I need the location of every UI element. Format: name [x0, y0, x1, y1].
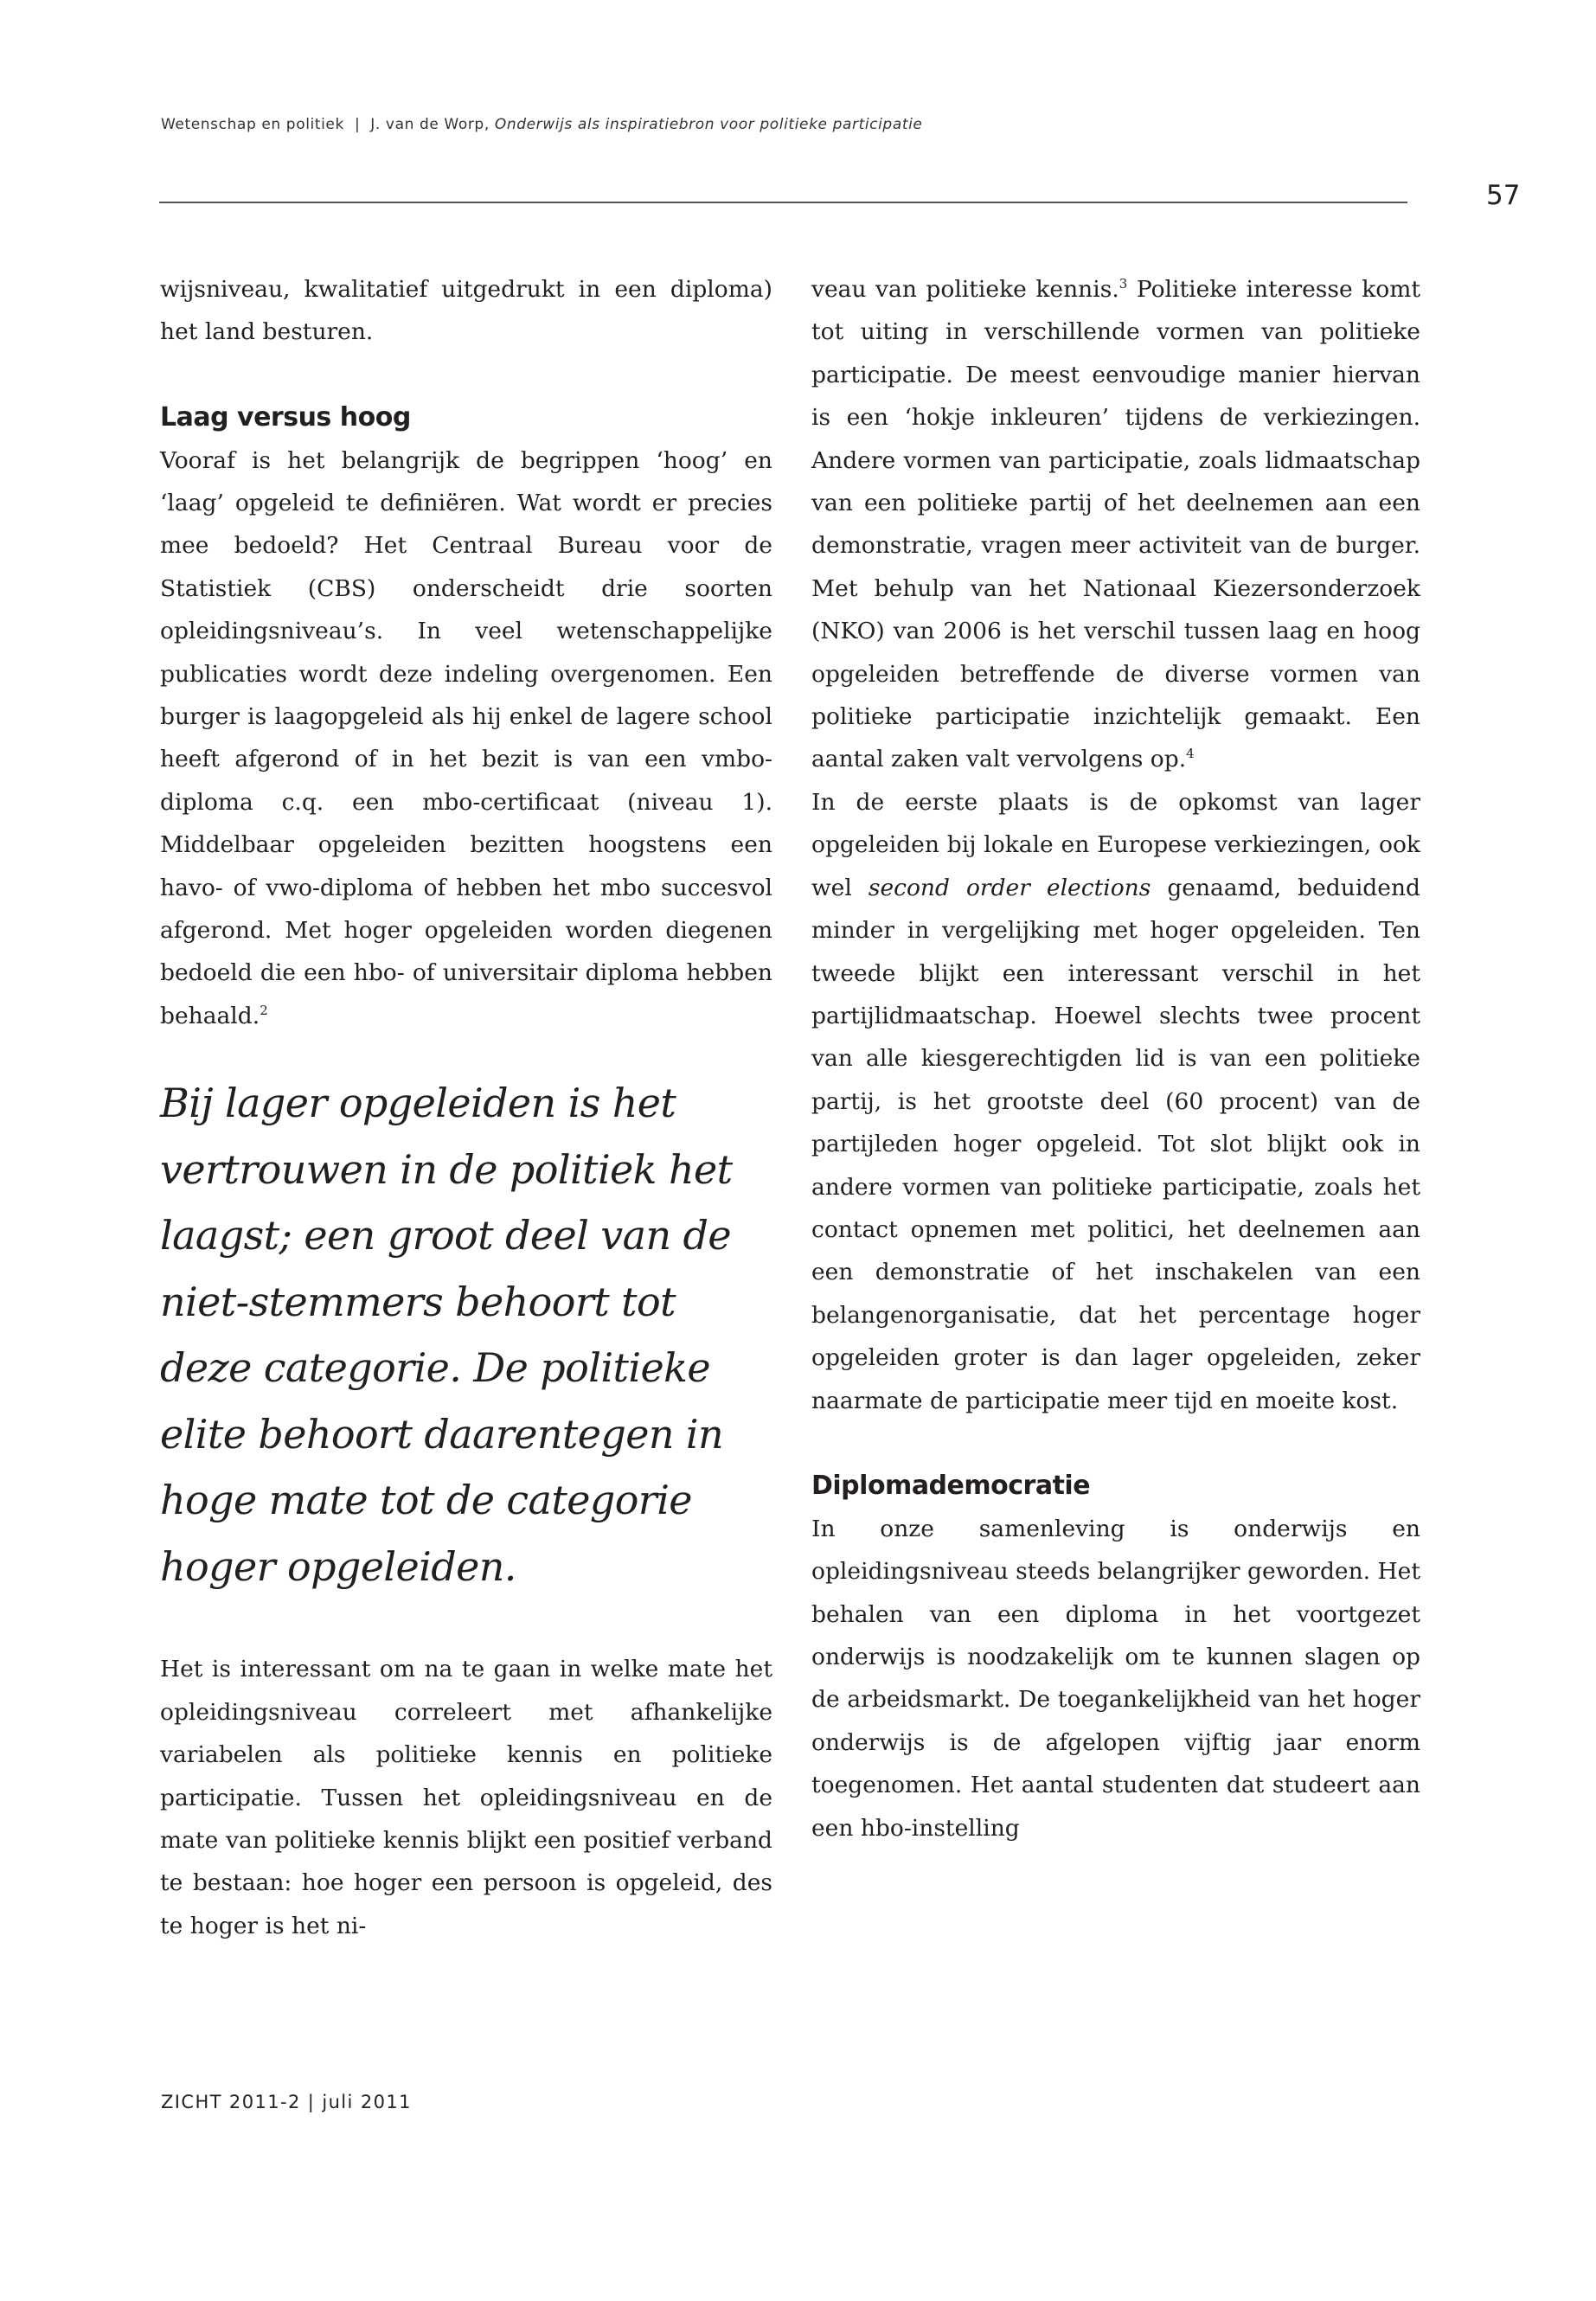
paragraph-text: genaamd, beduidend minder in vergelijking met hoger opgeleiden. Ten tweede blijkt een interessant verschil in het partijlidmaatschap. Hoewel slechts twee procent van alle kiesgerechtigden lid is van een politieke partij, is het grootste deel (60 procent) van de partijleden hoger opgeleid. Tot slot blijkt ook in andere vormen van politieke participatie, zoals het contact opnemen met politici, het deelnemen aan een demonstratie of het inschakelen van een belangenorganisatie, dat het percentage hoger opgeleiden groter is dan lager opgeleiden, zeker naarmate de participatie meer tijd en moeite kost. — [811, 874, 1420, 1414]
italic-term: second order elections — [868, 874, 1151, 901]
paragraph-text: veau van politieke kennis. — [811, 276, 1119, 303]
paragraph-text: In de eerste plaats is de opkomst van lager opgeleiden bij lokale en Europese verkiezingen, ook wel — [811, 788, 1420, 901]
spacer — [160, 1599, 772, 1648]
header-author: J. van de Worp, — [370, 116, 490, 133]
heading-laag-versus-hoog: Laag versus hoog — [160, 402, 411, 433]
paragraph-definitions — [160, 439, 772, 1038]
footnote-ref-3: 3 — [1118, 276, 1128, 292]
paragraph-political-interest — [811, 268, 1420, 781]
footnote-ref-4: 4 — [1186, 746, 1195, 762]
spacer — [160, 354, 772, 396]
pull-quote: Bij lager opgeleiden is het vertrouwen in de politiek het laagst; een groot deel van de niet-stemmers behoort tot deze categorie. De politieke elite behoort daarentegen in hoge mate tot de categorie hoger opgeleiden. — [160, 1080, 733, 1590]
paragraph-text: Politieke interesse komt tot uiting in verschillende vormen van politieke participatie. De meest eenvoudige manier hiervan is een ‘hokje inkleuren’ tijdens de verkiezingen. Andere vormen van participatie, zoals lidmaatschap van een politieke partij of het deelnemen aan een demonstratie, vragen meer activiteit van de burger. Met behulp van het Nationaal Kiezersonderzoek (NKO) van 2006 is het verschil tussen laag en hoog opgeleiden betreffende de diverse vormen van politieke participatie inzichtelijk gemaakt. Een aantal zaken valt vervolgens op. — [811, 276, 1420, 773]
paragraph-society: In onze samenleving is onderwijs en opleidingsniveau steeds belangrijker geworden. Het behalen van een diploma in het voortgezet onderwijs is noodzakelijk om te kunnen slagen op de arbeidsmarkt. De toegankelijkheid van het hoger onderwijs is de afgelopen vijftig jaar enorm toegenomen. Het aantal studenten dat studeert aan een hbo-instelling — [811, 1515, 1420, 1842]
header-separator: | — [354, 116, 361, 133]
footnote-ref-2: 2 — [260, 1003, 268, 1019]
right-column — [811, 268, 1420, 1849]
paragraph-definitions-text: Vooraf is het belangrijk de begrippen ‘hoog’ en ‘laag’ opgeleid te definiëren. Wat wordt er precies mee bedoeld? Het Centraal Bureau voor de Statistiek (CBS) onderscheidt drie soorten opleidingsniveau’s. In veel wetenschappelijke publicaties wordt deze indeling overgenomen. Een burger is laagopgeleid als hij enkel de lagere school heeft afgerond of in het bezit is van een vmbo-diploma c.q. een mbo-certificaat (niveau 1). Middelbaar opgeleiden bezitten hoogstens een havo- of vwo-diploma of hebben het mbo succesvol afgerond. Met hoger opgeleiden worden diegenen bedoeld die een hbo- of universitair diploma hebben behaald. — [160, 446, 772, 1029]
paragraph-correlation: Het is interessant om na te gaan in welke mate het opleidingsniveau correleert met afhankelijke variabelen als politieke kennis en politieke participatie. Tussen het opleidingsniveau en de mate van politieke kennis blijkt een positief verband te bestaan: hoe hoger een persoon is opgeleid, des te hoger is het ni- — [160, 1656, 772, 1939]
spacer — [811, 1422, 1420, 1465]
paragraph-turnout — [811, 781, 1420, 1422]
heading-diplomademocratie: Diplomademocratie — [811, 1471, 1091, 1502]
running-header — [161, 116, 923, 133]
header-rule — [159, 202, 1407, 203]
page-number: 57 — [1486, 180, 1521, 211]
header-article-title: Onderwijs als inspiratiebron voor politieke participatie — [494, 116, 923, 133]
intro-paragraph: wijsniveau, kwalitatief uitgedrukt in een diploma) het land besturen. — [160, 276, 772, 346]
left-column — [160, 268, 772, 1947]
header-section: Wetenschap en politiek — [161, 116, 344, 133]
footer-journal-info: ZICHT 2011-2 | juli 2011 — [161, 2092, 412, 2112]
